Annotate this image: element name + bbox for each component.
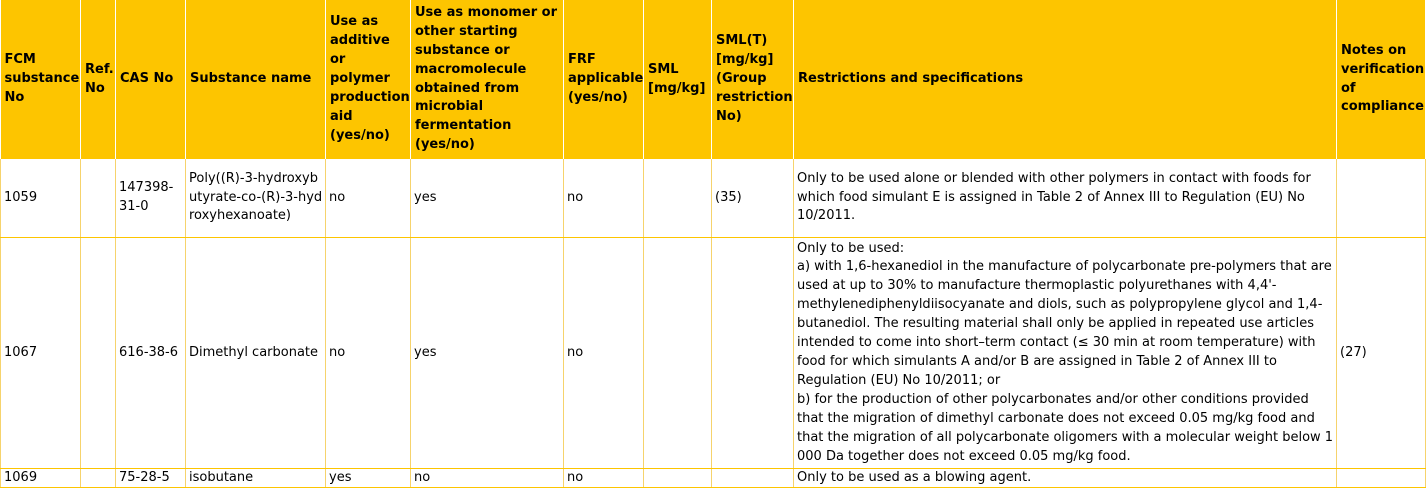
cell-substance-name: isobutane [186, 469, 326, 488]
header-substance-name: Substance name [186, 0, 326, 159]
cell-sml [644, 238, 712, 469]
header-frf-applicable: FRF applicable (yes/no) [564, 0, 644, 159]
header-cas-no: CAS No [116, 0, 186, 159]
cell-sml-t: (35) [712, 159, 794, 238]
cell-frf: no [564, 469, 644, 488]
cell-restrictions: Only to be used as a blowing agent. [794, 469, 1337, 488]
cell-monomer: yes [411, 238, 564, 469]
cell-ref [81, 469, 116, 488]
header-use-as-monomer: Use as monomer or other starting substance or macromolecule obtained from microbial fermentation (yes/no) [411, 0, 564, 159]
cell-restrictions [794, 238, 1337, 469]
header-row [1, 0, 1426, 159]
table-row [1, 238, 1426, 469]
cell-frf: no [564, 159, 644, 238]
restriction-line: b) for the production of other polycarbonates and/or other conditions provided that the migration of dimethyl carbonate does not exceed 0.05 mg/kg food and that the migration of all polycarbonate oligomers with a molecular weight below 1 000 Da together does not exceed 0.05 mg/kg food. [797, 391, 1334, 464]
cell-additive: no [326, 159, 411, 238]
cell-monomer: yes [411, 159, 564, 238]
header-fcm-substance-no: FCM substance No [1, 0, 81, 159]
cell-restrictions: Only to be used alone or blended with other polymers in contact with foods for which food simulant E is assigned in Table 2 of Annex III to Regulation (EU) No 10/2011. [794, 159, 1337, 238]
cell-cas: 616-38-6 [116, 238, 186, 469]
cell-frf: no [564, 238, 644, 469]
cell-fcm: 1059 [1, 159, 81, 238]
header-notes: Notes on verification of compliance [1337, 0, 1426, 159]
cell-sml-t [712, 238, 794, 469]
cell-notes [1337, 469, 1426, 488]
header-ref-no: Ref. No [81, 0, 116, 159]
cell-sml [644, 469, 712, 488]
cell-fcm: 1067 [1, 238, 81, 469]
cell-ref [81, 159, 116, 238]
header-use-as-additive: Use as additive or polymer production aid (yes/no) [326, 0, 411, 159]
cell-sml [644, 159, 712, 238]
cell-sml-t [712, 469, 794, 488]
cell-notes [1337, 159, 1426, 238]
header-sml: SML [mg/kg] [644, 0, 712, 159]
restriction-line: Only to be used: [797, 240, 905, 256]
cell-monomer: no [411, 469, 564, 488]
header-sml-t: SML(T) [mg/kg] (Group restriction No) [712, 0, 794, 159]
cell-additive: no [326, 238, 411, 469]
cell-substance-name: Poly((R)-3-hydroxybutyrate-co-(R)-3-hydroxyhexanoate) [186, 159, 326, 238]
cell-ref [81, 238, 116, 469]
table-row [1, 469, 1426, 488]
table-row [1, 159, 1426, 238]
cell-cas: 75-28-5 [116, 469, 186, 488]
cell-additive: yes [326, 469, 411, 488]
cell-substance-name: Dimethyl carbonate [186, 238, 326, 469]
cell-cas: 147398-31-0 [116, 159, 186, 238]
cell-fcm: 1069 [1, 469, 81, 488]
cell-notes: (27) [1337, 238, 1426, 469]
restriction-line: a) with 1,6-hexanediol in the manufacture of polycarbonate pre-polymers that are used at up to 30% to manufacture thermoplastic polyurethanes with 4,4'-methylenediphenyldiisocyanate and diols, such as polypropylene glycol and 1,4-butanediol. The resulting material shall only be applied in repeated use articles intended to come into short–term contact (≤ 30 min at room temperature) with food for which simulants A and/or B are assigned in Table 2 of Annex III to Regulation (EU) No 10/2011; or [797, 259, 1332, 388]
header-restrictions: Restrictions and specifications [794, 0, 1337, 159]
